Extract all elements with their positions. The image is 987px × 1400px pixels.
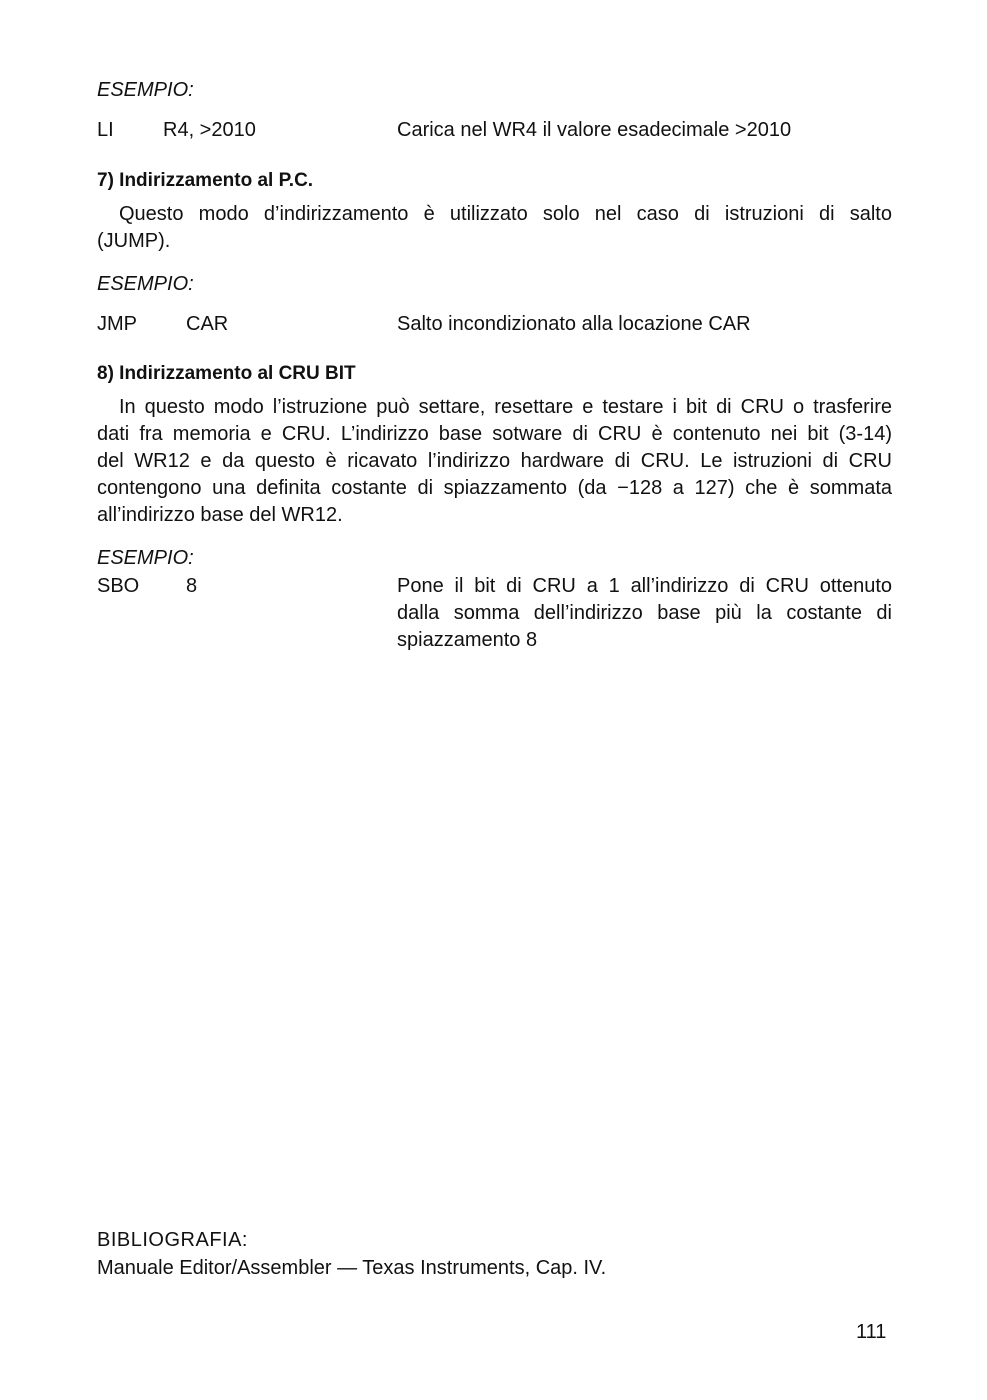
example-label: ESEMPIO: [97,547,194,569]
example-mnemonic: LI [97,119,114,141]
body-line: contengono una definita costante di spiazzamento (da −128 a 127) che è sommata [97,477,892,499]
example-description: Salto incondizionato alla locazione CAR [397,313,751,335]
example-operand: CAR [186,313,229,335]
section-body [97,201,892,255]
body-line: Questo modo d’indirizzamento è utilizzato solo nel caso di istruzioni di salto [119,203,892,225]
description-line: spiazzamento 8 [397,629,538,651]
example-description: Carica nel WR4 il valore esadecimale >2010 [397,119,792,141]
section-body [97,394,892,529]
example-label: ESEMPIO: [97,273,194,295]
body-line: del WR12 e da questo è ricavato l’indirizzo hardware di CRU. Le istruzioni di CRU [97,450,892,472]
body-line: In questo modo l’istruzione può settare, resettare e testare i bit di CRU o trasferire [119,396,892,418]
description-line: dalla somma dell’indirizzo base più la costante di [397,602,892,624]
description-line: Pone il bit di CRU a 1 all’indirizzo di CRU ottenuto [397,575,892,597]
example-operand: R4, >2010 [163,119,256,141]
body-line: dati fra memoria e CRU. L’indirizzo base sotware di CRU è contenuto nei bit (3-14) [97,423,892,445]
page-number: 111 [856,1321,887,1343]
section-heading: 7) Indirizzamento al P.C. [97,170,314,191]
example-mnemonic: SBO [97,575,140,597]
example-mnemonic: JMP [97,313,137,335]
body-line: (JUMP). [97,230,171,252]
body-line: all’indirizzo base del WR12. [97,504,343,526]
bibliography-label: BIBLIOGRAFIA: [97,1229,248,1251]
example-operand: 8 [186,575,198,597]
example-label: ESEMPIO: [97,79,194,101]
example-description [397,573,892,654]
bibliography-entry: Manuale Editor/Assembler — Texas Instruments, Cap. IV. [97,1257,607,1279]
section-heading: 8) Indirizzamento al CRU BIT [97,363,356,384]
